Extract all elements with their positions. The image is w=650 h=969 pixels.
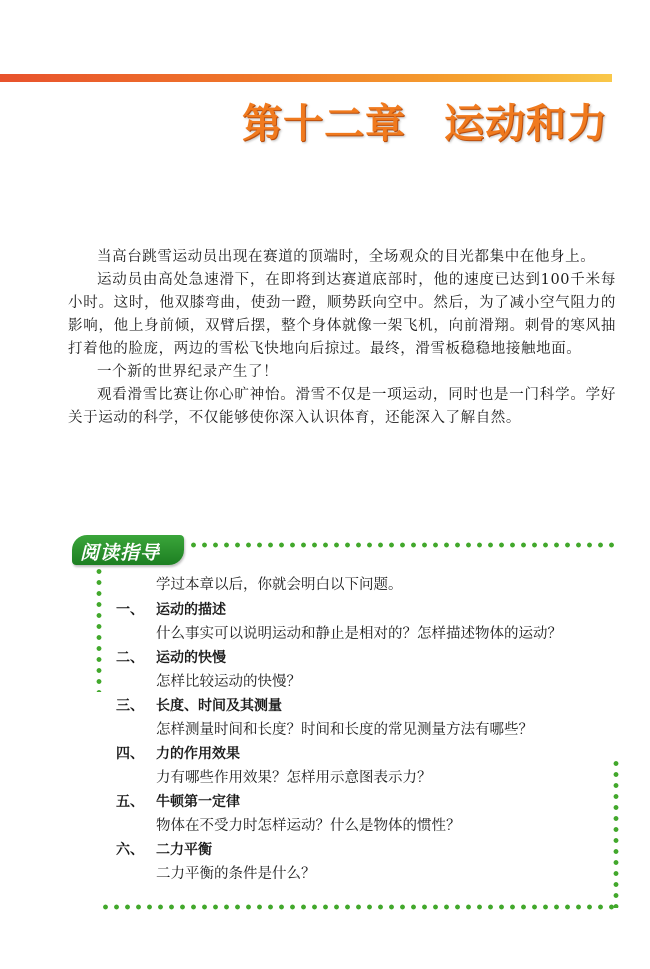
reading-guide-content	[116, 572, 616, 886]
chapter-number: 第十二章	[242, 101, 406, 147]
guide-item-title: 长度、时间及其测量	[156, 698, 282, 714]
guide-item-index: 一、	[116, 602, 144, 618]
guide-item-title: 力的作用效果	[156, 746, 240, 762]
guide-dots-bottom	[100, 904, 618, 910]
guide-item-title: 二力平衡	[156, 842, 212, 858]
guide-dots-left	[96, 566, 102, 692]
guide-item-question: 力有哪些作用效果？怎样用示意图表示力？	[156, 770, 432, 786]
guide-item	[116, 694, 616, 742]
intro-text	[68, 246, 616, 430]
guide-item	[116, 742, 616, 790]
guide-item-question: 二力平衡的条件是什么？	[156, 866, 316, 882]
guide-item-question: 什么事实可以说明运动和静止是相对的？怎样描述物体的运动？	[156, 626, 562, 642]
guide-item-question: 怎样比较运动的快慢？	[156, 674, 301, 690]
guide-lead: 学过本章以后，你就会明白以下问题。	[156, 577, 403, 593]
guide-item-title: 运动的描述	[156, 602, 226, 618]
guide-item	[116, 646, 616, 694]
intro-paragraph-3: 一个新的世界纪录产生了！	[97, 364, 279, 380]
header-gradient-bar	[0, 74, 612, 82]
intro-paragraph-2: 运动员由高处急速滑下，在即将到达赛道底部时，他的速度已达到100千米每小时。这时，他双膝弯曲，使劲一蹬，顺势跃向空中。然后，为了减小空气阻力的影响，他上身前倾，双臂后摆，整个身体就像一架飞机，向前滑翔。刺骨的寒风抽打着他的脸庞，两边的雪松飞快地向后掠过。最终，滑雪板稳稳地接触地面。	[68, 272, 616, 357]
guide-item-index: 三、	[116, 698, 144, 714]
reading-guide-badge	[72, 535, 184, 565]
guide-item-index: 四、	[116, 746, 144, 762]
chapter-title	[242, 92, 608, 149]
intro-paragraph-1: 当高台跳雪运动员出现在赛道的顶端时，全场观众的目光都集中在他身上。	[97, 249, 596, 265]
guide-item-question: 物体在不受力时怎样运动？什么是物体的惯性？	[156, 818, 461, 834]
guide-item-index: 六、	[116, 842, 144, 858]
chapter-name: 运动和力	[444, 101, 608, 147]
reading-guide-label: 阅读指导	[80, 542, 161, 564]
guide-dots-top	[188, 542, 616, 548]
guide-item-index: 二、	[116, 650, 144, 666]
guide-item-index: 五、	[116, 794, 144, 810]
guide-item	[116, 790, 616, 838]
guide-item	[116, 598, 616, 646]
guide-item-question: 怎样测量时间和长度？时间和长度的常见测量方法有哪些？	[156, 722, 533, 738]
guide-item-title: 运动的快慢	[156, 650, 226, 666]
guide-item-title: 牛顿第一定律	[156, 794, 240, 810]
guide-item	[116, 838, 616, 886]
intro-paragraph-4: 观看滑雪比赛让你心旷神怡。滑雪不仅是一项运动，同时也是一门科学。学好关于运动的科学，不仅能够使你深入认识体育，还能深入了解自然。	[68, 387, 616, 426]
